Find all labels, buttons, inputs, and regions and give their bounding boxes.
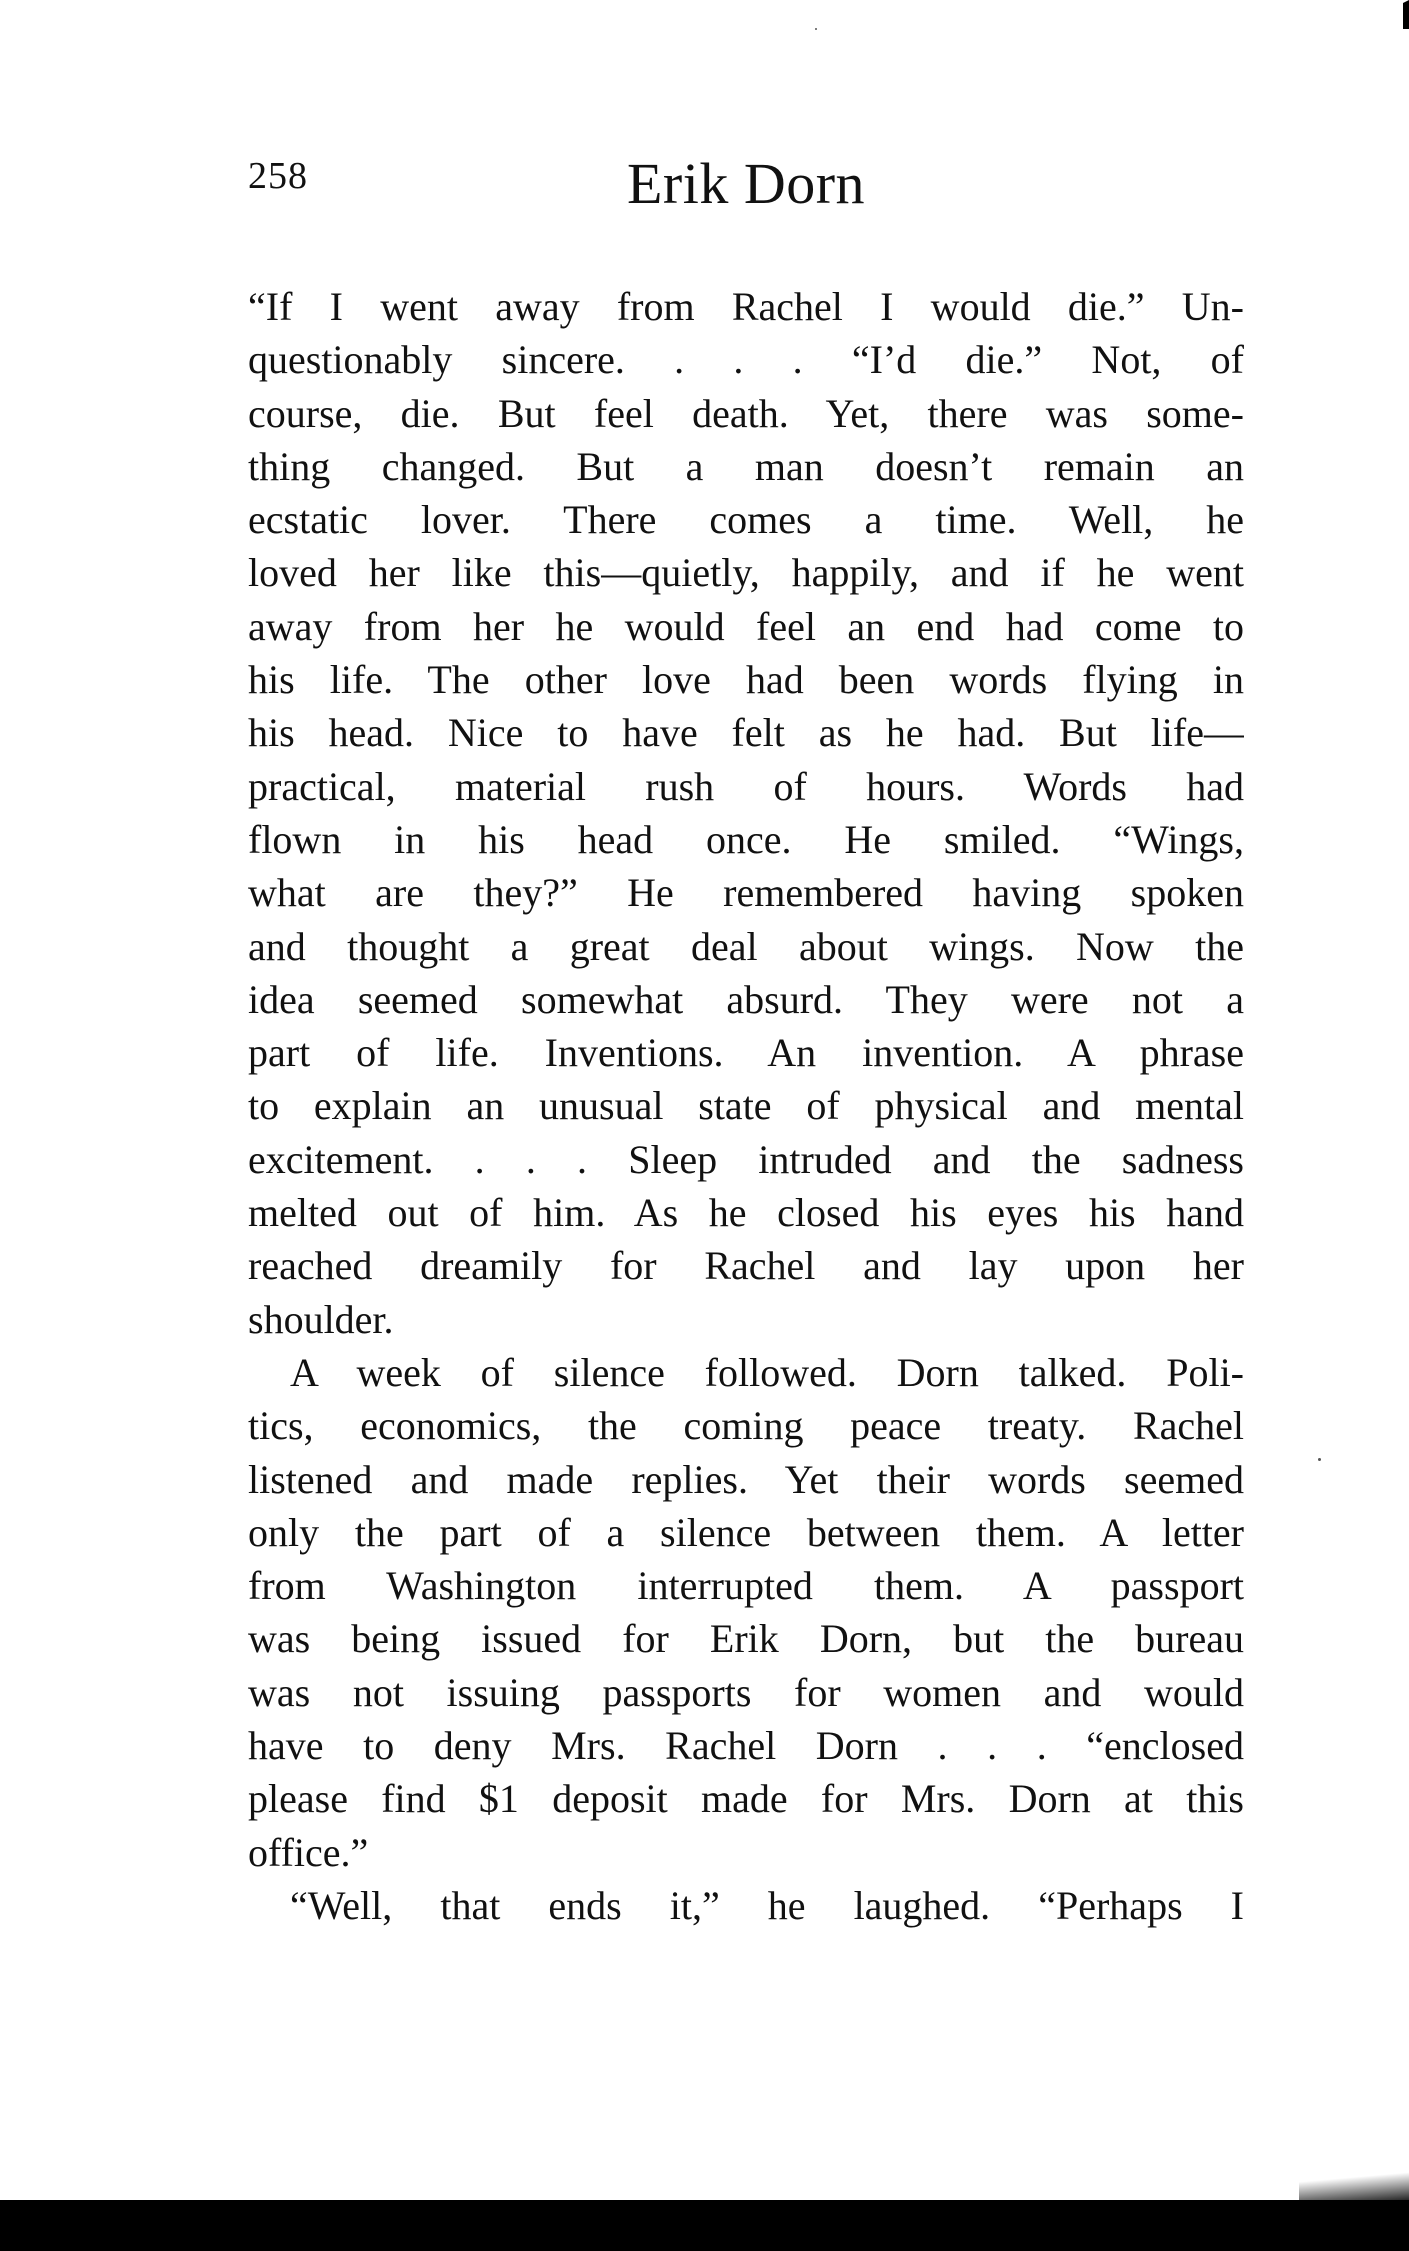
text-line: “Well, that ends it,” he laughed. “Perhaps I — [290, 1882, 1244, 1928]
scan-corner-mark — [1383, 0, 1409, 29]
text-line: ecstatic lover. There comes a time. Well, he — [248, 497, 1244, 543]
page-header — [248, 150, 1244, 220]
text-line: melted out of him. As he closed his eyes his hand — [248, 1190, 1244, 1236]
text-line: please find $1 deposit made for Mrs. Dorn at this — [248, 1776, 1244, 1822]
text-line: was being issued for Erik Dorn, but the bureau — [248, 1616, 1244, 1662]
text-line: idea seemed somewhat absurd. They were not a — [248, 976, 1244, 1022]
scan-bottom-edge — [0, 2200, 1409, 2251]
text-line: his life. The other love had been words flying in — [248, 657, 1244, 703]
text-line: and thought a great deal about wings. Now the — [248, 923, 1244, 969]
text-line: to explain an unusual state of physical and mental — [248, 1083, 1244, 1129]
text-line: only the part of a silence between them. A letter — [248, 1509, 1244, 1555]
text-line: practical, material rush of hours. Words had — [248, 763, 1244, 809]
text-line: A week of silence followed. Dorn talked. Poli- — [290, 1349, 1244, 1395]
running-title: Erik Dorn — [626, 151, 866, 216]
text-line: questionably sincere. . . . “I’d die.” Not, of — [248, 337, 1244, 383]
scan-speck — [815, 28, 817, 30]
text-line: listened and made replies. Yet their words seemed — [248, 1456, 1244, 1502]
text-line: his head. Nice to have felt as he had. But life— — [248, 710, 1244, 756]
text-line: excitement. . . . Sleep intruded and the sadness — [248, 1136, 1244, 1182]
text-line: flown in his head once. He smiled. “Wings, — [248, 816, 1244, 862]
text-line: was not issuing passports for women and would — [248, 1669, 1244, 1715]
page-number: 258 — [248, 155, 308, 197]
text-line: away from her he would feel an end had come to — [248, 603, 1244, 649]
text-line: loved her like this—quietly, happily, and if he went — [248, 550, 1244, 596]
body-text — [248, 280, 1244, 1932]
text-line: “If I went away from Rachel I would die.” Un- — [248, 284, 1244, 329]
text-line: office.” — [248, 1829, 369, 1875]
text-line: reached dreamily for Rachel and lay upon her — [248, 1243, 1244, 1289]
text-line: part of life. Inventions. An invention. A phrase — [248, 1030, 1244, 1076]
scan-speck — [1318, 1458, 1321, 1461]
scan-edge-shadow — [1299, 2160, 1409, 2205]
text-line: have to deny Mrs. Rachel Dorn . . . “enclosed — [248, 1723, 1244, 1769]
text-line: tics, economics, the coming peace treaty. Rachel — [248, 1403, 1244, 1449]
text-line: thing changed. But a man doesn’t remain an — [248, 443, 1244, 489]
text-line: what are they?” He remembered having spoken — [248, 870, 1244, 916]
text-line: course, die. But feel death. Yet, there was some- — [248, 390, 1244, 436]
text-line: from Washington interrupted them. A passport — [248, 1563, 1244, 1609]
text-line: shoulder. — [248, 1296, 394, 1342]
